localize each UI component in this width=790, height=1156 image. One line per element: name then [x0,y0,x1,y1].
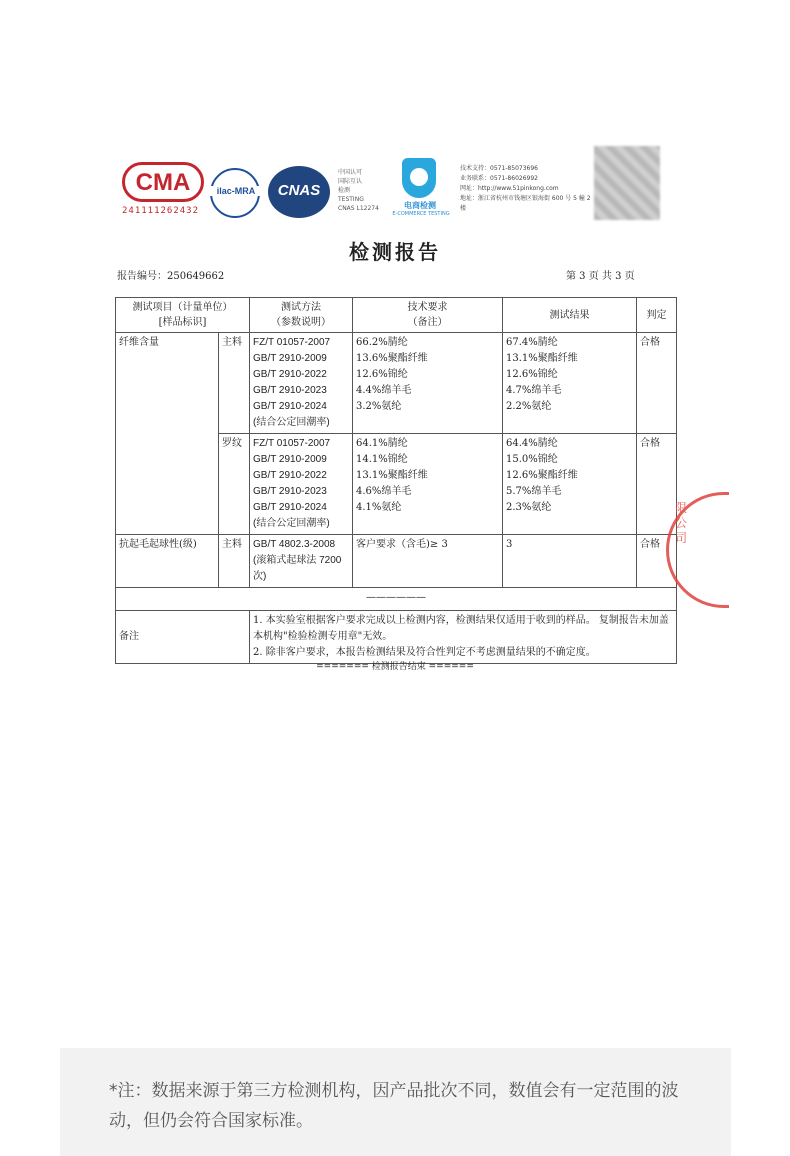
method-line: GB/T 2910-2022 [253,369,327,380]
header-text: [样品标识] [158,317,207,328]
result-line: 5.7%绵羊毛 [506,486,562,497]
header-item [116,298,250,333]
result-line: 2.2%氨纶 [506,401,552,412]
header-result: 测试结果 [503,298,637,333]
cnas-logo [268,166,330,218]
report-number [117,267,224,282]
header-text: 测试方法 [281,302,321,313]
row-requirement [353,434,503,535]
cnas-info-line: TESTING [338,196,364,203]
cnas-info-line: 国际互认 [338,178,363,185]
table-header-row [116,298,677,333]
requirement-line: 4.6%绵羊毛 [356,486,412,497]
method-line: GB/T 2910-2024 [253,401,327,412]
ecommerce-testing-logo [390,158,450,218]
cnas-info-line: 检测 [338,187,351,194]
row-part: 罗纹 [219,434,250,535]
method-line: GB/T 2910-2023 [253,385,327,396]
result-line: 4.7%绵羊毛 [506,385,562,396]
row-requirement [353,535,503,588]
header-text: （备注） [407,317,448,328]
requirement-line: 14.1%锦纶 [356,454,408,465]
row-verdict: 合格 [637,535,677,588]
result-line: 12.6%锦纶 [506,369,558,380]
cma-number: 241111262432 [122,206,200,216]
report-title: 检测报告 [349,240,441,264]
table-row [116,333,677,434]
cnas-info-line: CNAS L12274 [338,205,379,212]
method-line: FZ/T 01057-2007 [253,438,331,449]
report-number-label: 报告编号： [117,271,167,282]
header-method [250,298,353,333]
result-line: 67.4%腈纶 [506,337,558,348]
header-requirement [353,298,503,333]
method-line: (结合公定回潮率) [253,417,330,428]
requirement-line: 64.1%腈纶 [356,438,408,449]
ilac-logo-text: ilac-MRA [208,186,264,196]
requirement-line: 12.6%锦纶 [356,369,408,380]
note-item: 2. 除非客户要求，本报告检测结果及符合性判定不考虑测量结果的不确定度。 [253,647,596,658]
requirement-line: 66.2%腈纶 [356,337,408,348]
result-line: 3 [506,539,513,550]
method-line: GB/T 4802.3-2008 [253,539,336,550]
method-line: GB/T 2910-2024 [253,502,327,513]
header-text: （参数说明） [271,317,331,328]
requirement-line: 13.6%聚酯纤维 [356,353,428,364]
requirement-line: 13.1%聚酯纤维 [356,470,428,481]
row-method [250,333,353,434]
note-item: 1. 本实验室根据客户要求完成以上检测内容，检测结果仅适用于收到的样品。 复制报告未加盖本机构"检验检测专用章"无效。 [253,615,669,642]
divider-row [116,588,677,611]
row-item: 纤维含量 [116,333,219,535]
results-table [115,297,677,664]
ecommerce-cn: 电商检测 [404,201,436,210]
divider: —————— [116,588,677,611]
row-part: 主料 [219,535,250,588]
row-result [503,434,637,535]
footer-note: *注：数据来源于第三方检测机构，因产品批次不同，数值会有一定范围的波动，但仍会符合国家标准。 [109,1081,679,1131]
stamp-text: 限公司 [675,501,688,545]
report-header [118,150,678,230]
notes-label: 备注 [116,611,250,664]
method-line: (结合公定回潮率) [253,518,330,529]
method-line: GB/T 2910-2023 [253,486,327,497]
result-line: 15.0%锦纶 [506,454,558,465]
result-line: 13.1%聚酯纤维 [506,353,578,364]
result-line: 2.3%氨纶 [506,502,552,513]
method-line: (滚箱式起球法 7200 [253,555,342,566]
ecommerce-en: E-COMMERCE TESTING [392,211,450,217]
cma-logo-text: CMA [122,162,204,202]
row-verdict: 合格 [637,333,677,434]
shield-icon [402,158,436,198]
footer-note-box [60,1048,731,1156]
contact-line: 业务联系：0571-86026992 [460,175,538,182]
method-line: GB/T 2910-2022 [253,470,327,481]
row-requirement [353,333,503,434]
row-item: 抗起毛起球性(级) [116,535,219,588]
row-method [250,434,353,535]
contact-line: 地址：浙江省杭州市钱塘区银海街 600 号 5 幢 2 楼 [460,195,591,212]
cma-logo [122,162,204,214]
method-line: FZ/T 01057-2007 [253,337,331,348]
row-part: 主料 [219,333,250,434]
method-line: GB/T 2910-2009 [253,454,327,465]
row-result [503,333,637,434]
page-indicator: 第 3 页 共 3 页 [566,271,635,282]
contact-line: 网址：http://www.51pinkong.com [460,185,559,192]
notes-row [116,611,677,664]
requirement-line: 4.4%绵羊毛 [356,385,412,396]
method-line: 次) [253,571,267,582]
requirement-line: 客户要求（含毛)≥ 3 [356,539,448,550]
requirement-line: 3.2%氨纶 [356,401,402,412]
row-result [503,535,637,588]
method-line: GB/T 2910-2009 [253,353,327,364]
cnas-info-line: 中国认可 [338,169,363,176]
contact-line: 技术支持：0571-85073696 [460,165,538,172]
cnas-info [338,168,398,213]
result-line: 64.4%腈纶 [506,438,558,449]
report-end: ======= 检测报告结束 ====== [316,662,474,672]
header-text: 测试项目（计量单位） [132,302,233,313]
row-method [250,535,353,588]
header-verdict: 判定 [637,298,677,333]
cnas-logo-text: CNAS [277,182,321,199]
header-text: 技术要求 [407,302,448,313]
contact-info [460,164,595,214]
result-line: 12.6%聚酯纤维 [506,470,578,481]
ilac-mra-logo [210,168,260,218]
report-number-value: 250649662 [167,271,225,282]
table-row [116,535,677,588]
qr-code-blurred [594,146,660,220]
row-verdict: 合格 [637,434,677,535]
requirement-line: 4.1%氨纶 [356,502,402,513]
notes-content [250,611,677,664]
